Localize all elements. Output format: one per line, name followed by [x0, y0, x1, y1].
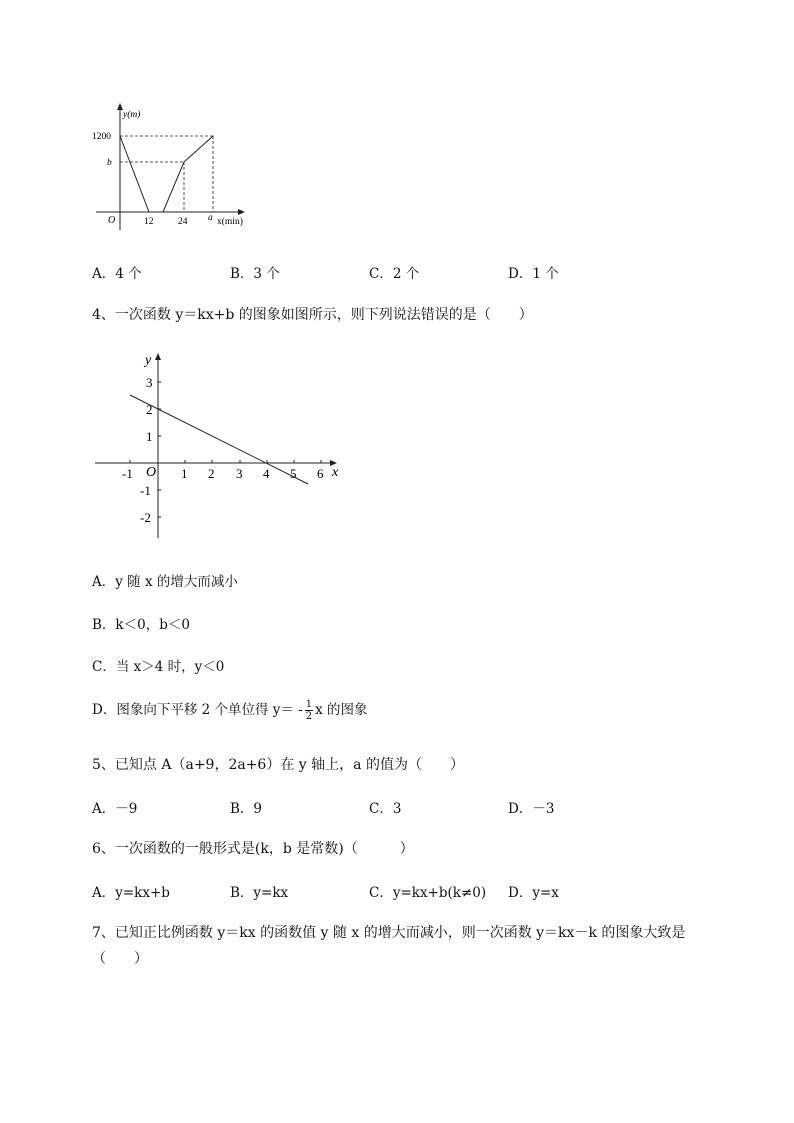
q3-option-b[interactable]: B．3 个 [230, 266, 280, 282]
graph2-y-tick-label: 2 [146, 402, 153, 417]
q5-stem: 5、已知点 A（a+9，2a+6）在 y 轴上，a 的值为（ ） [92, 757, 464, 773]
fraction-numerator: 1 [305, 699, 313, 710]
graph2-function-line [130, 395, 308, 484]
graph1-tick-12: 12 [144, 217, 154, 227]
graph1-y-arrow [117, 103, 123, 110]
q5-option-a[interactable]: A．－9 [92, 801, 138, 817]
graph1-tick-b: b [107, 158, 112, 168]
graph2-y-tick-label: -1 [140, 483, 151, 498]
q4-option-d[interactable] [92, 698, 368, 722]
graph1-tick-24: 24 [178, 217, 188, 227]
graph1-tick-a: a [208, 213, 213, 223]
graph2-x-tick-label: 5 [290, 466, 297, 481]
distance-time-graph [90, 100, 260, 235]
q4-stem: 4、一次函数 y＝kx+b 的图象如图所示，则下列说法错误的是（ ） [92, 307, 533, 323]
q6-option-c[interactable]: C．y=kx+b(k≠0) [369, 885, 487, 901]
q3-option-d[interactable]: D．1 个 [508, 266, 559, 282]
graph2-x-tick-label: 1 [181, 466, 188, 481]
graph2-x-tick-label: 6 [317, 466, 324, 481]
q5-option-d[interactable]: D．－3 [508, 801, 555, 817]
q5-option-b[interactable]: B．9 [230, 801, 263, 817]
graph2-y-arrow [155, 353, 161, 360]
q7-stem-line1: 7、已知正比例函数 y＝kx 的函数值 y 随 x 的增大而减小，则一次函数 y＝kx－k 的图象大致是 [92, 925, 686, 941]
graph1-x-label: x(min) [217, 217, 243, 227]
graph2-y-tick-label: 3 [146, 375, 153, 390]
graph2-x-tick-label: 4 [263, 466, 270, 481]
q6-option-b[interactable]: B．y=kx [230, 885, 289, 901]
linear-function-graph [90, 348, 350, 543]
q4-option-d-prefix: D．图象向下平移 2 个单位得 y＝ - [92, 702, 303, 718]
q4-option-a[interactable]: A．y 随 x 的增大而减小 [92, 574, 238, 590]
graph2-x-tick-label: 2 [208, 466, 215, 481]
one-half-fraction [305, 699, 313, 722]
q7-stem-line2: （ ） [92, 951, 148, 967]
graph2-y-label: y [145, 353, 152, 368]
graph2-x-label: x [332, 465, 339, 480]
q5-option-c[interactable]: C．3 [369, 801, 402, 817]
graph2-x-tick-label: -1 [122, 466, 133, 481]
graph2-origin: O [146, 465, 157, 480]
graph1-tick-1200: 1200 [92, 132, 111, 142]
graph2-y-tick-label: 1 [146, 429, 153, 444]
q4-option-d-suffix: x 的图象 [315, 702, 368, 718]
graph2-y-tick-label: -2 [140, 510, 151, 525]
q3-option-c[interactable]: C．2 个 [369, 266, 420, 282]
q4-option-c[interactable]: C．当 x＞4 时，y＜0 [92, 659, 225, 675]
q6-option-a[interactable]: A．y=kx+b [92, 885, 170, 901]
graph1-y-label: y(m) [123, 110, 141, 120]
q3-option-a[interactable]: A．4 个 [92, 266, 142, 282]
graph1-origin: O [108, 215, 116, 226]
graph2-x-tick-label: 3 [236, 466, 243, 481]
q4-option-b[interactable]: B．k＜0，b＜0 [92, 617, 190, 633]
fraction-denominator: 2 [305, 711, 313, 722]
q6-option-d[interactable]: D．y=x [508, 885, 559, 901]
graph1-path [120, 136, 213, 212]
q6-stem: 6、一次函数的一般形式是(k，b 是常数)（ ） [92, 841, 414, 857]
graph1-x-arrow [238, 209, 245, 215]
